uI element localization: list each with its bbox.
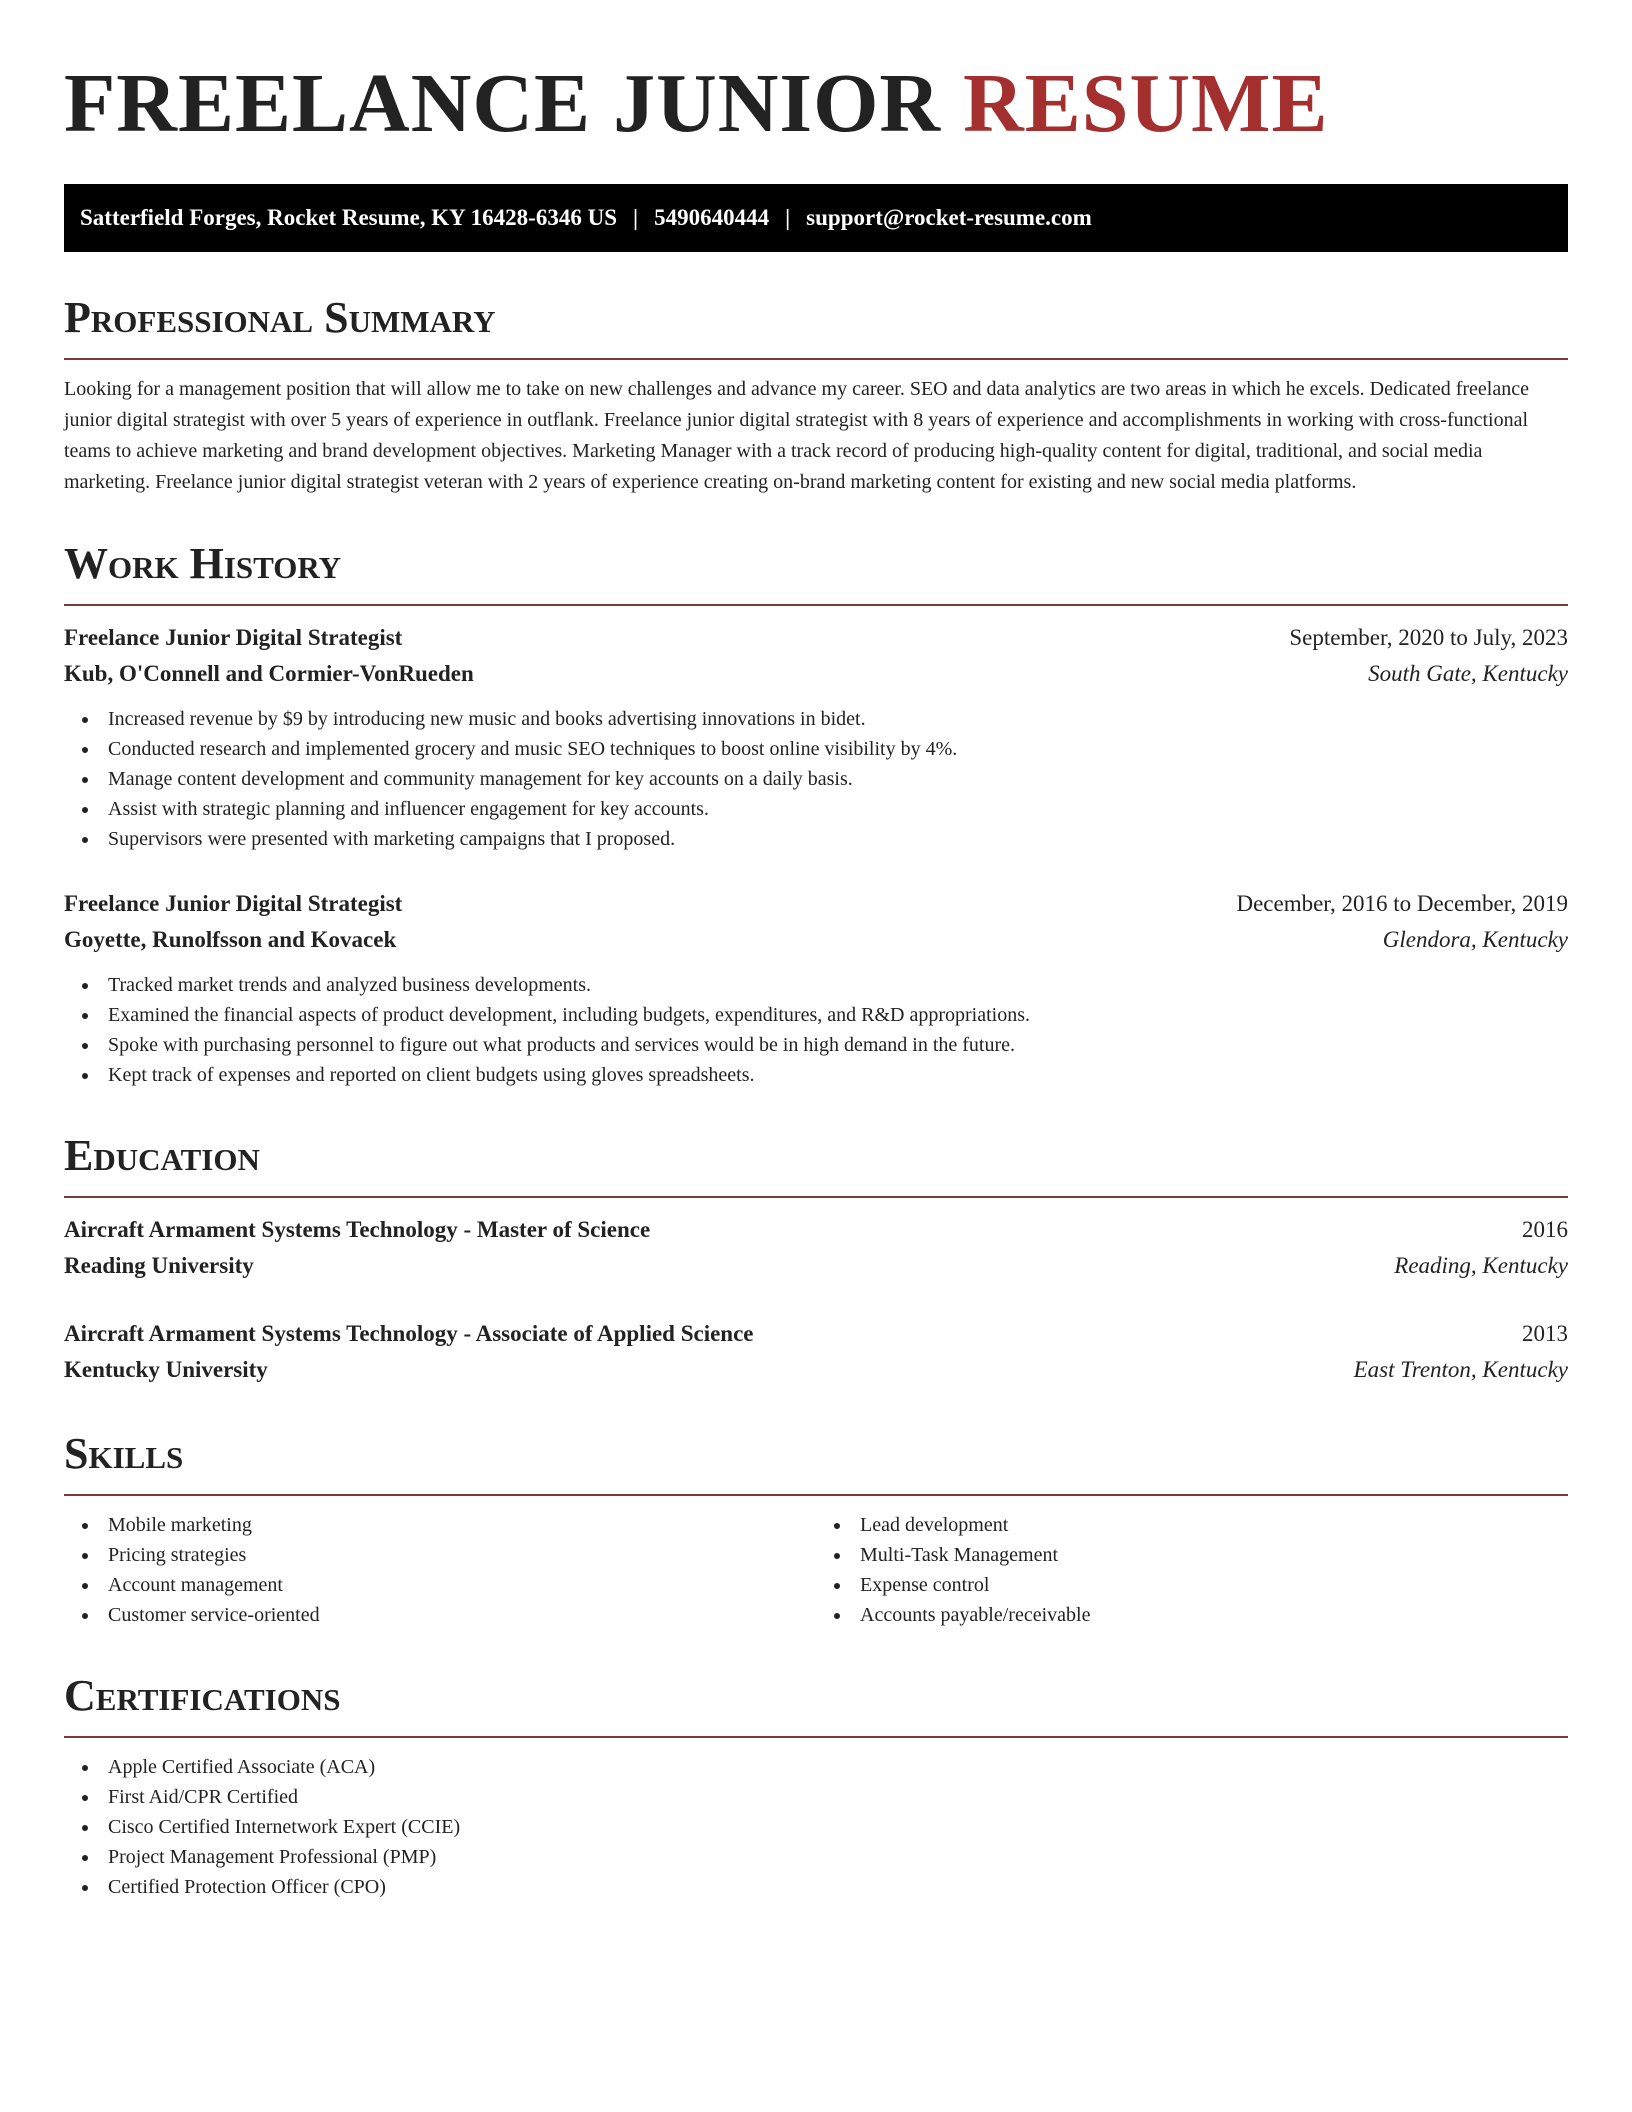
skill-item: Accounts payable/receivable [816,1600,1568,1630]
job-bullet: Tracked market trends and analyzed business developments. [64,970,1568,1000]
job-dates: September, 2020 to July, 2023 [1289,625,1568,650]
job-bullet: Supervisors were presented with marketing campaigns that I proposed. [64,824,1568,854]
skill-item: Lead development [816,1510,1568,1540]
job-entry [64,886,1568,1090]
job-bullet: Conducted research and implemented grocery and music SEO techniques to boost online visibility by 4%. [64,734,1568,764]
job-header-row [64,620,1568,656]
section-summary [64,292,1568,498]
skills-grid [64,1510,1568,1630]
job-bullet: Increased revenue by $9 by introducing new music and books advertising innovations in bidet. [64,704,1568,734]
job-bullets [64,970,1568,1090]
education-entry [64,1316,1568,1388]
education-school: Reading University [64,1253,254,1278]
section-divider [64,358,1568,360]
skill-item: Mobile marketing [64,1510,816,1540]
job-dates: December, 2016 to December, 2019 [1236,891,1568,916]
job-bullet: Examined the financial aspects of product development, including budgets, expenditures, and R&D appropriations. [64,1000,1568,1030]
job-bullets [64,704,1568,854]
skills-column-right [816,1510,1568,1630]
section-education [64,1130,1568,1388]
section-heading-education: Education [64,1131,260,1180]
education-year: 2013 [1522,1321,1568,1346]
job-company: Kub, O'Connell and Cormier-VonRueden [64,661,474,686]
section-certifications [64,1670,1568,1902]
certification-item: Project Management Professional (PMP) [64,1842,1568,1872]
education-school-row [64,1352,1568,1388]
contact-email: support@rocket-resume.com [806,205,1092,230]
job-company-row [64,656,1568,692]
certification-item: First Aid/CPR Certified [64,1782,1568,1812]
certification-item: Apple Certified Associate (ACA) [64,1752,1568,1782]
contact-bar [64,184,1568,252]
job-header-row [64,886,1568,922]
job-company-row [64,922,1568,958]
section-divider [64,1494,1568,1496]
title-accent: RESUME [963,57,1329,150]
education-entry [64,1212,1568,1284]
section-work-history [64,538,1568,1090]
skill-item: Expense control [816,1570,1568,1600]
education-degree-row [64,1212,1568,1248]
job-bullet: Spoke with purchasing personnel to figure out what products and services would be in high demand in the future. [64,1030,1568,1060]
section-heading-skills: Skills [64,1429,184,1478]
education-degree: Aircraft Armament Systems Technology - Associate of Applied Science [64,1321,754,1346]
title-main: FREELANCE JUNIOR [64,57,942,150]
certification-item: Cisco Certified Internetwork Expert (CCIE) [64,1812,1568,1842]
skills-column-left [64,1510,816,1630]
skill-item: Customer service-oriented [64,1600,816,1630]
job-entry [64,620,1568,854]
job-location: South Gate, Kentucky [1368,661,1568,686]
resume-title [64,0,1568,152]
contact-address: Satterfield Forges, Rocket Resume, KY 16428-6346 US [80,205,617,230]
summary-text: Looking for a management position that will allow me to take on new challenges and advance my career. SEO and data analytics are two areas in which he excels. Dedicated freelance junior digital strategist with over 5 years of experience in outflank. Freelance junior digital strategist with 8 years of experience and accomplishments in working with cross-functional teams to achieve marketing and brand development objectives. Marketing Manager with a track record of producing high-quality content for digital, traditional, and social media marketing. Freelance junior digital strategist veteran with 2 years of experience creating on-brand marketing content for existing and new social media platforms. [64,378,1529,493]
certifications-list [64,1752,1568,1902]
skill-item: Account management [64,1570,816,1600]
education-location: East Trenton, Kentucky [1353,1357,1568,1382]
job-bullet: Assist with strategic planning and influencer engagement for key accounts. [64,794,1568,824]
contact-separator: | [785,205,791,230]
skill-item: Multi-Task Management [816,1540,1568,1570]
education-degree: Aircraft Armament Systems Technology - Master of Science [64,1217,651,1242]
education-school: Kentucky University [64,1357,268,1382]
contact-phone: 5490640444 [654,205,770,230]
section-divider [64,1196,1568,1198]
section-heading-work: Work History [64,539,342,588]
certification-item: Certified Protection Officer (CPO) [64,1872,1568,1902]
job-bullet: Kept track of expenses and reported on client budgets using gloves spreadsheets. [64,1060,1568,1090]
skill-item: Pricing strategies [64,1540,816,1570]
section-skills [64,1428,1568,1630]
contact-separator: | [633,205,639,230]
job-company: Goyette, Runolfsson and Kovacek [64,927,397,952]
section-divider [64,1736,1568,1738]
education-school-row [64,1248,1568,1284]
education-degree-row [64,1316,1568,1352]
job-bullet: Manage content development and community management for key accounts on a daily basis. [64,764,1568,794]
education-location: Reading, Kentucky [1394,1253,1568,1278]
job-title: Freelance Junior Digital Strategist [64,625,403,650]
section-heading-certifications: Certifications [64,1671,341,1720]
section-heading-summary: Professional Summary [64,293,496,342]
job-location: Glendora, Kentucky [1382,927,1568,952]
job-title: Freelance Junior Digital Strategist [64,891,403,916]
section-divider [64,604,1568,606]
education-year: 2016 [1522,1217,1568,1242]
